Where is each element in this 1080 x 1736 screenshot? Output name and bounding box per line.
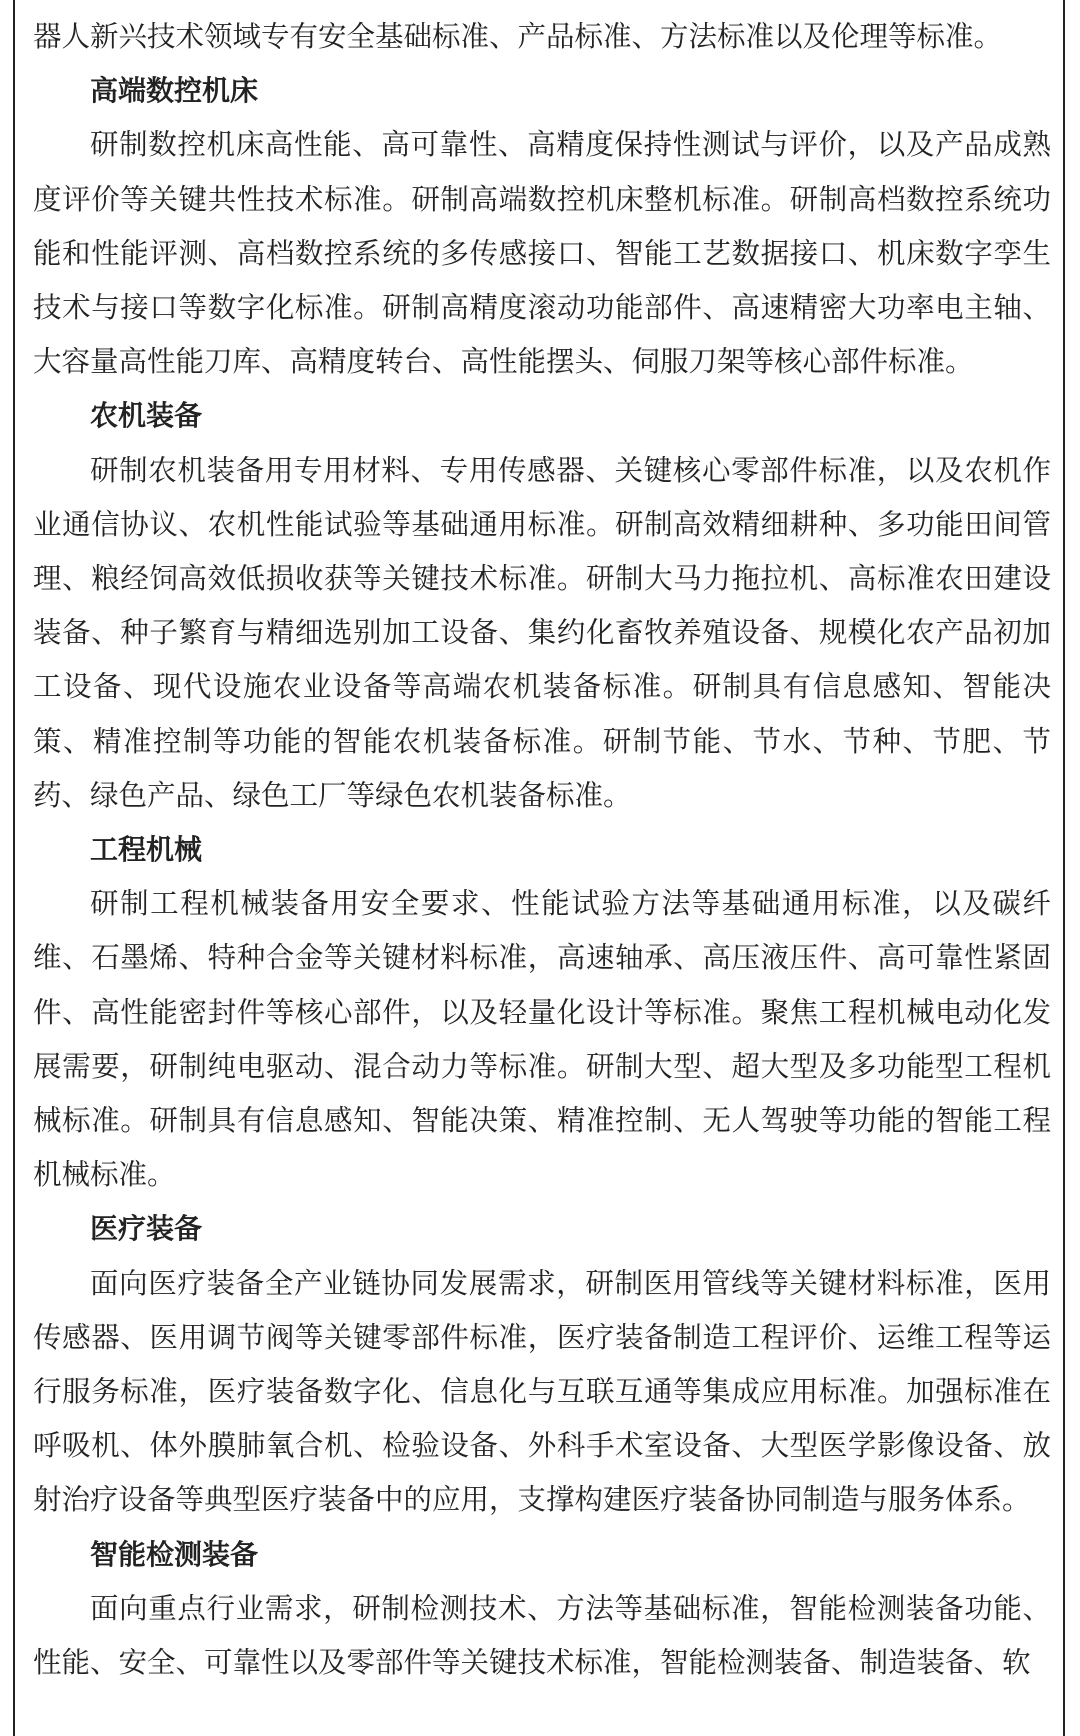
section-body-intelligent-inspection-equipment: 面向重点行业需求，研制检测技术、方法等基础标准，智能检测装备功能、性能、安全、可靠性以及零部件等关键技术标准，智能检测装备、制造装备、软 [33, 1591, 1051, 1680]
section-heading-cnc-machine-tools: 高端数控机床 [90, 74, 259, 108]
section-heading-agricultural-machinery: 农机装备 [90, 399, 203, 433]
section-body-construction-machinery: 研制工程机械装备用安全要求、性能试验方法等基础通用标准，以及碳纤维、石墨烯、特种合金等关键材料标准，高速轴承、高压液压件、高可靠性紧固件、高性能密封件等核心部件，以及轻量化设计等标准。聚焦工程机械电动化发展需要，研制纯电驱动、混合动力等标准。研制大型、超大型及多功能型工程机械标准。研制具有信息感知、智能决策、精准控制、无人驾驶等功能的智能工程机械标准。 [33, 887, 1051, 1192]
section-body-medical-equipment: 面向医疗装备全产业链协同发展需求，研制医用管线等关键材料标准，医用传感器、医用调节阀等关键零部件标准，医疗装备制造工程评价、运维工程等运行服务标准，医疗装备数字化、信息化与互联互通等集成应用标准。加强标准在呼吸机、体外膜肺氧合机、检验设备、外科手术室设备、大型医学影像设备、放射治疗设备等典型医疗装备中的应用，支撑构建医疗装备协同制造与服务体系。 [33, 1266, 1051, 1517]
section-heading-construction-machinery: 工程机械 [90, 833, 203, 867]
section-body-cnc-machine-tools: 研制数控机床高性能、高可靠性、高精度保持性测试与评价，以及产品成熟度评价等关键共性技术标准。研制高端数控机床整机标准。研制高档数控系统功能和性能评测、高档数控系统的多传感接口、智能工艺数据接口、机床数字孪生技术与接口等数字化标准。研制高精度滚动功能部件、高速精密大功率电主轴、大容量高性能刀库、高精度转台、高性能摆头、伺服刀架等核心部件标准。 [33, 128, 1051, 379]
section-heading-medical-equipment: 医疗装备 [90, 1212, 203, 1246]
document-page [13, 0, 1065, 1736]
section-heading-intelligent-inspection-equipment: 智能检测装备 [90, 1537, 259, 1571]
section-body-agricultural-machinery: 研制农机装备用专用材料、专用传感器、关键核心零部件标准，以及农机作业通信协议、农机性能试验等基础通用标准。研制高效精细耕种、多功能田间管理、粮经饲高效低损收获等关键技术标准。研制大马力拖拉机、高标准农田建设装备、种子繁育与精细选别加工设备、集约化畜牧养殖设备、规模化农产品初加工设备、现代设施农业设备等高端农机装备标准。研制具有信息感知、智能决策、精准控制等功能的智能农机装备标准。研制节能、节水、节种、节肥、节药、绿色产品、绿色工厂等绿色农机装备标准。 [33, 453, 1051, 812]
document-content [33, 10, 1051, 1690]
intro-paragraph-tail: 器人新兴技术领域专有安全基础标准、产品标准、方法标准以及伦理等标准。 [33, 20, 1003, 53]
